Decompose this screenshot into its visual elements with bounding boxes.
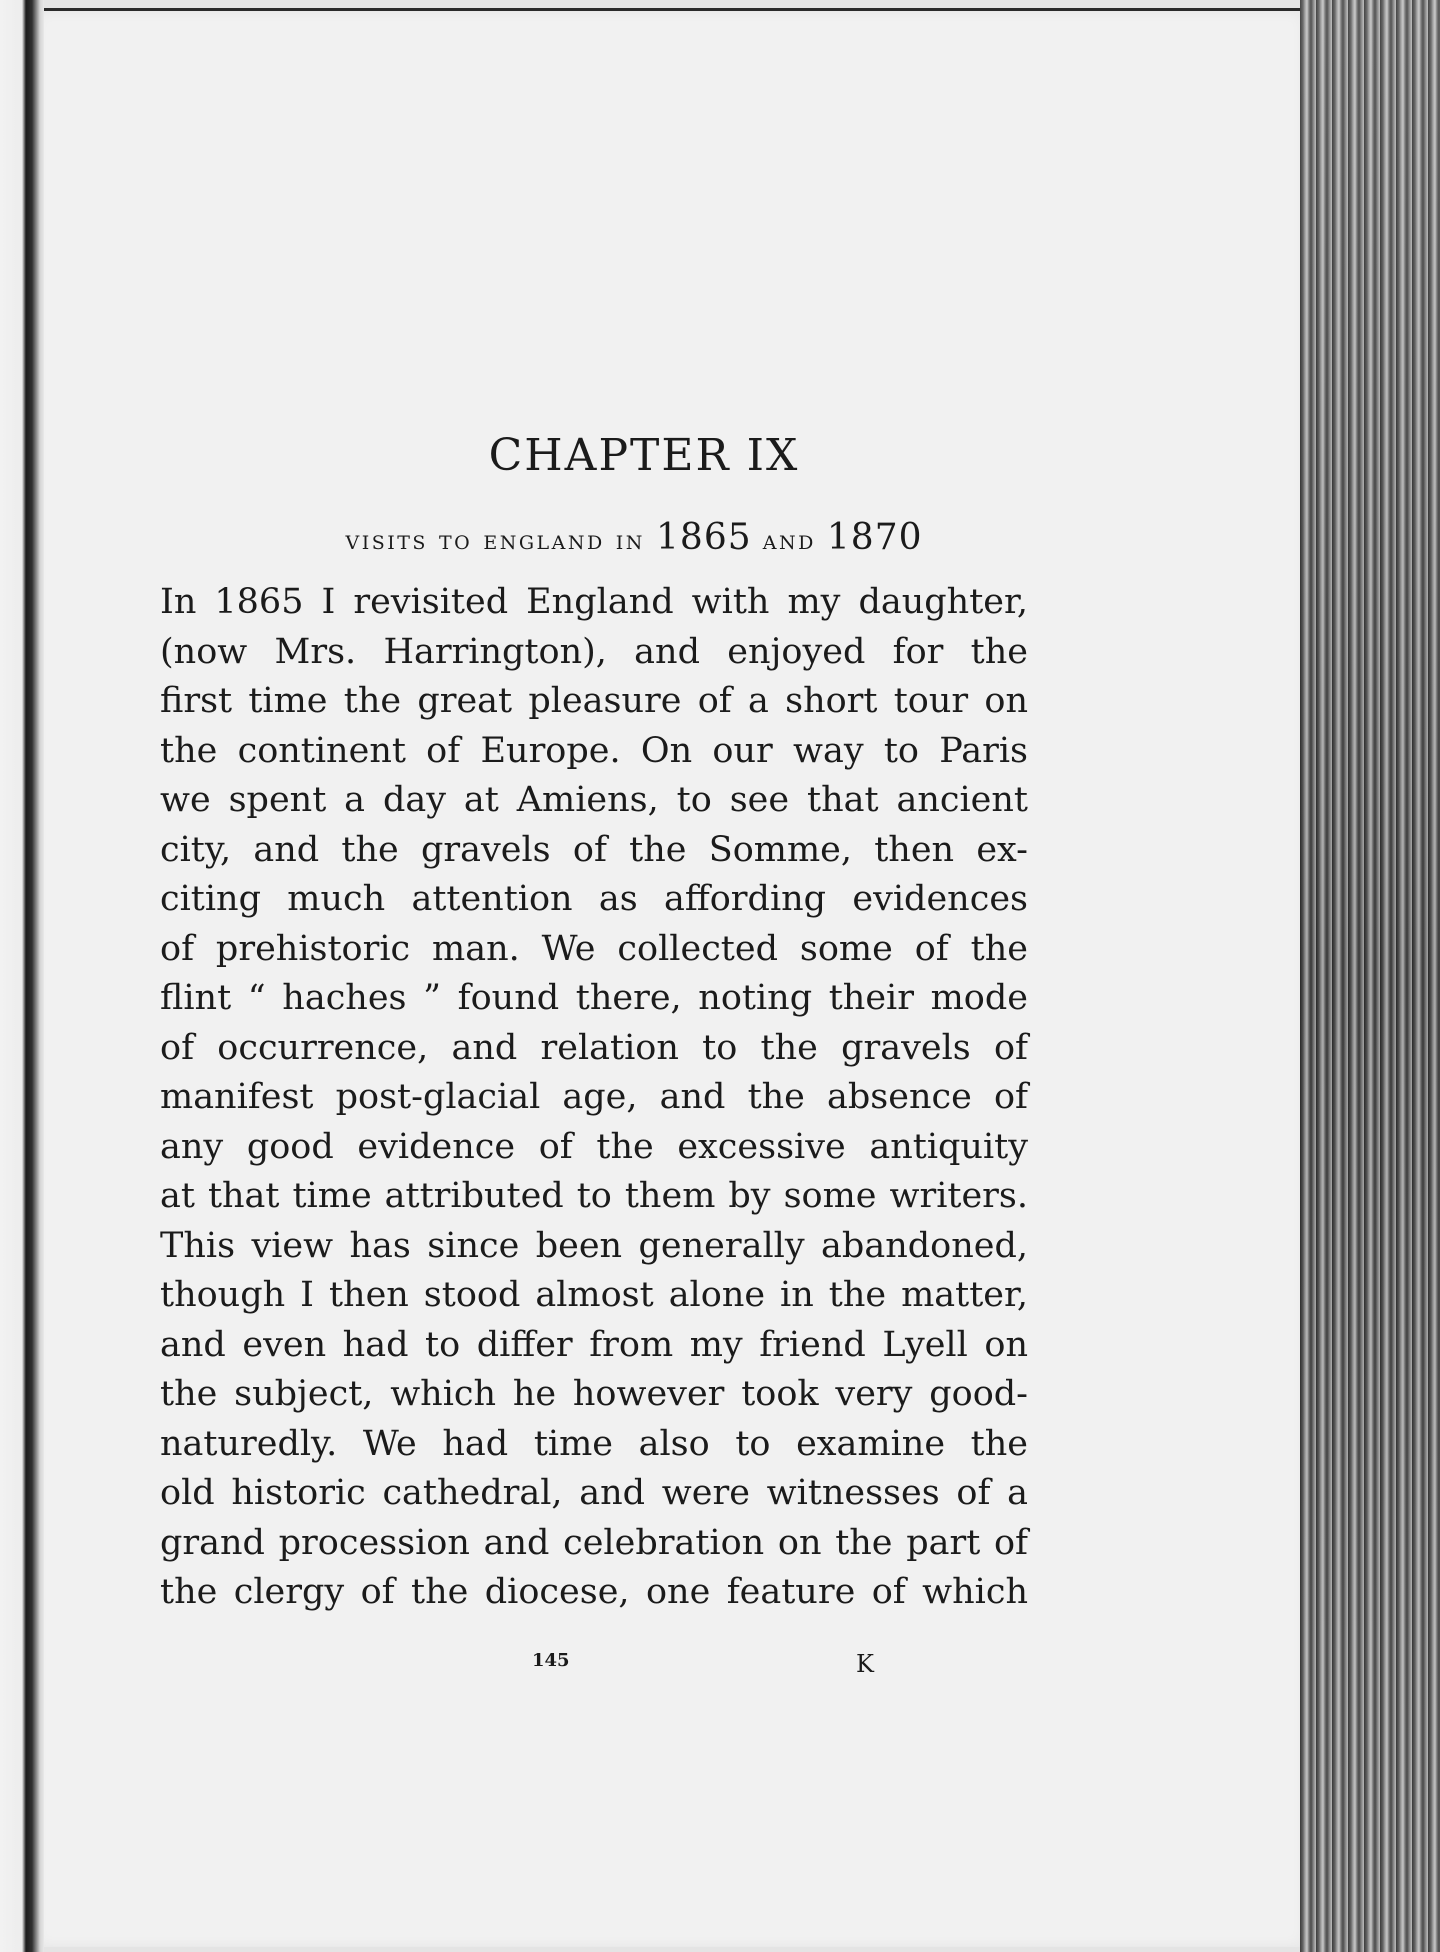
page-number: 145 bbox=[532, 1650, 570, 1671]
body-line: of occurrence, and relation to the gravels of bbox=[160, 1027, 1028, 1068]
body-line: manifest post-glacial age, and the absence of bbox=[160, 1077, 1028, 1117]
text-block bbox=[160, 430, 1028, 1618]
subtitle-prefix: visits to england in bbox=[345, 525, 657, 556]
chapter-title: CHAPTER IX bbox=[488, 430, 800, 481]
body-line: though I then stood almost alone in the matter, bbox=[160, 1275, 1028, 1315]
body-line: city, and the gravels of the Somme, then ex- bbox=[160, 829, 1028, 870]
subtitle-year-1870: 1870 bbox=[826, 517, 923, 558]
body-line: first time the great pleasure of a short tour on bbox=[160, 681, 1028, 721]
subtitle-year-1865: 1865 bbox=[656, 517, 752, 558]
page-footer bbox=[160, 1650, 1028, 1690]
page-stack-edge bbox=[1300, 0, 1440, 1952]
body-line: of prehistoric man. We collected some of the bbox=[160, 928, 1028, 969]
body-line: grand procession and celebration on the part of bbox=[160, 1522, 1028, 1563]
body-line: flint “ haches ” found there, noting their mode bbox=[160, 978, 1028, 1018]
subtitle-middle: and bbox=[751, 525, 827, 556]
body-text bbox=[160, 578, 1028, 1618]
body-line: the continent of Europe. On our way to Paris bbox=[160, 730, 1028, 771]
body-line: naturedly. We had time also to examine the bbox=[160, 1423, 1028, 1464]
body-line: old historic cathedral, and were witnesses of a bbox=[160, 1473, 1028, 1513]
body-line: we spent a day at Amiens, to see that ancient bbox=[160, 780, 1028, 820]
body-line: In 1865 I revisited England with my daughter, bbox=[160, 582, 1028, 622]
body-line: citing much attention as affording evidences bbox=[160, 879, 1028, 919]
signature-mark: K bbox=[856, 1650, 874, 1678]
body-line: any good evidence of the excessive antiquity bbox=[160, 1126, 1028, 1167]
body-line: and even had to differ from my friend Lyell on bbox=[160, 1324, 1028, 1365]
body-line: (now Mrs. Harrington), and enjoyed for the bbox=[160, 631, 1028, 672]
chapter-subtitle bbox=[160, 517, 1028, 558]
body-line: the subject, which he however took very good- bbox=[160, 1374, 1028, 1414]
body-line: This view has since been generally abandoned, bbox=[160, 1225, 1028, 1266]
binding-edge bbox=[0, 0, 44, 1952]
body-line: the clergy of the diocese, one feature of which bbox=[160, 1572, 1028, 1612]
body-line: at that time attributed to them by some writers. bbox=[160, 1176, 1028, 1216]
